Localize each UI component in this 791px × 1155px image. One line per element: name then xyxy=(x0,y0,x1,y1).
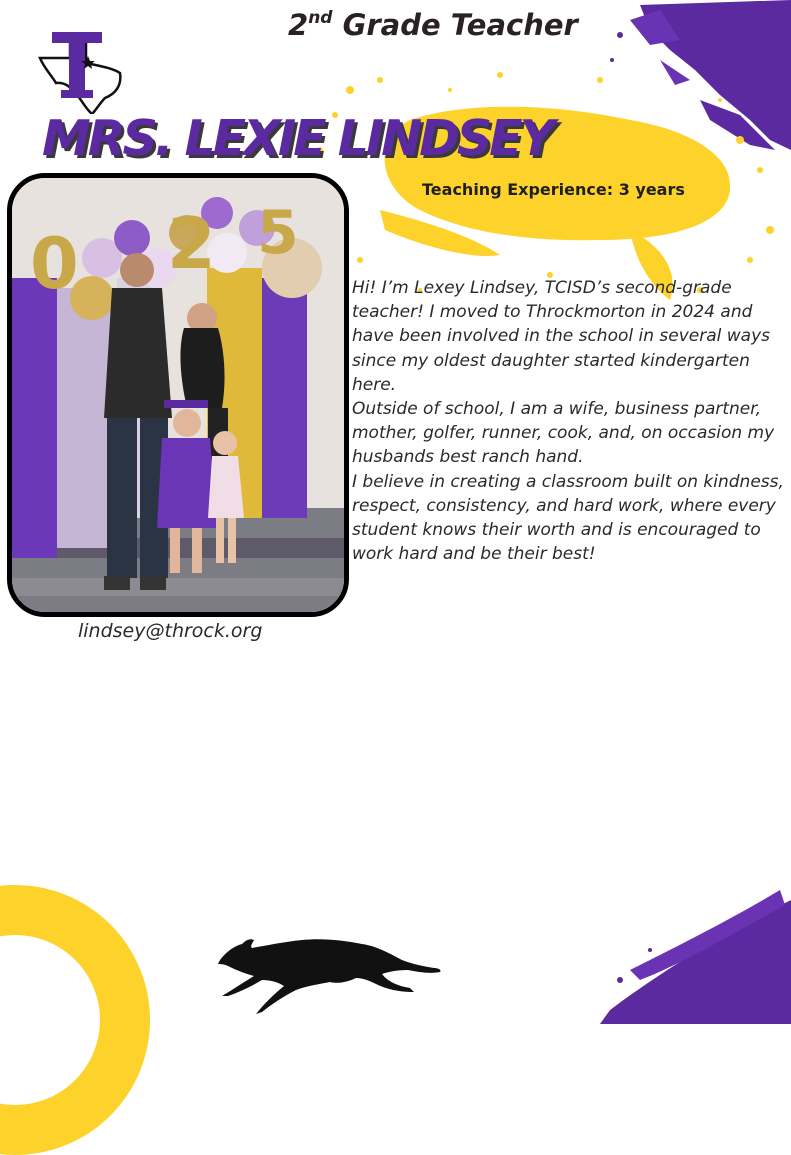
teacher-name: MRS. LEXIE LINDSEY xyxy=(42,110,553,167)
email-link[interactable]: lindsey@throck.org xyxy=(78,620,263,642)
teacher-bio xyxy=(352,276,788,566)
yellow-arc-decoration xyxy=(0,885,150,1155)
svg-text:0: 0 xyxy=(30,223,79,305)
greyhound-silhouette-icon xyxy=(212,930,444,1014)
purple-paint-splash-bottom xyxy=(590,880,791,1024)
family-photo xyxy=(7,173,349,617)
bio-paragraph-intro: Hi! I’m Lexey Lindsey, TCISD’s second-grade teacher! I moved to Throckmorton in 2024 and have been involved in the school in several ways since my oldest daughter started kindergarten here. xyxy=(352,278,771,395)
grade-title-rest: Grade Teacher xyxy=(332,8,578,42)
svg-text:5: 5 xyxy=(257,198,299,268)
family-graduation-photo-icon xyxy=(12,178,344,612)
bio-paragraph-personal: Outside of school, I am a wife, business partner, mother, golfer, runner, cook, and, on occasion my husbands best ranch hand. xyxy=(352,399,775,468)
svg-text:2: 2 xyxy=(167,203,216,285)
grade-title-sup: nd xyxy=(308,8,333,28)
grade-title-main: 2 xyxy=(288,8,309,42)
throckmorton-t-texas-logo-icon xyxy=(30,28,125,114)
bio-paragraph-philosophy: I believe in creating a classroom built on kindness, respect, consistency, and hard work, where every student knows their worth and is encouraged to work hard and be their best! xyxy=(352,471,784,565)
grade-title xyxy=(288,8,578,42)
teaching-experience: Teaching Experience: 3 years xyxy=(422,180,685,199)
